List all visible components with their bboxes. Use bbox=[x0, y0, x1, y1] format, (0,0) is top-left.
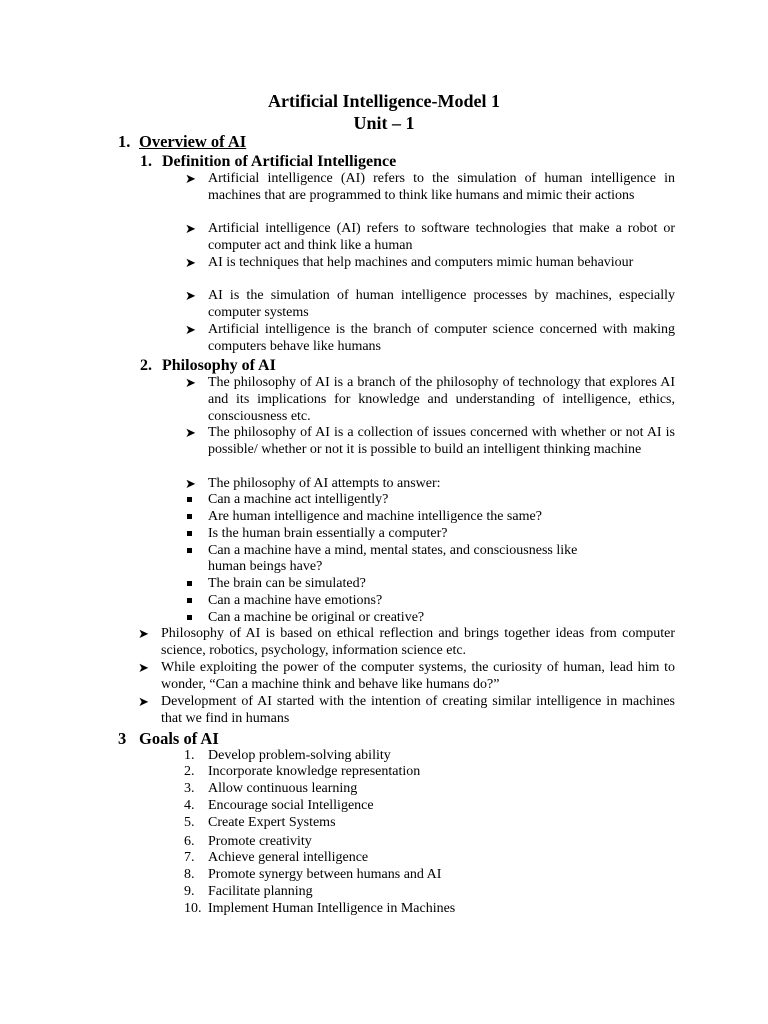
goal-item: 4. Encourage social Intelligence bbox=[184, 798, 374, 813]
arrow-bullet-icon: ➤ bbox=[185, 221, 196, 236]
subsection-number: 2. bbox=[140, 357, 152, 374]
goal-item: 2. Incorporate knowledge representation bbox=[184, 764, 421, 779]
section-number: 3 bbox=[118, 729, 127, 748]
square-bullet-icon bbox=[187, 548, 192, 553]
list-item: ➤ AI is techniques that help machines and computers mimic human behaviour bbox=[185, 255, 634, 270]
question-item: Can a machine act intelligently? bbox=[208, 492, 675, 509]
question-item: The brain can be simulated? bbox=[208, 576, 675, 593]
question-item: Can a machine have a mind, mental states, and consciousness like bbox=[208, 543, 675, 560]
square-bullet-icon bbox=[187, 581, 192, 586]
arrow-bullet-icon: ➤ bbox=[185, 476, 196, 491]
list-item: ➤ Artificial intelligence is the branch of computer science concerned with making computers behave like humans bbox=[185, 322, 675, 354]
square-bullet-icon bbox=[187, 598, 192, 603]
list-item: ➤ Artificial intelligence (AI) refers to software technologies that make a robot or computer act and think like a human bbox=[185, 221, 675, 253]
arrow-bullet-icon: ➤ bbox=[185, 171, 196, 186]
list-item: ➤ The philosophy of AI attempts to answer: bbox=[185, 476, 441, 491]
goal-item: 8. Promote synergy between humans and AI bbox=[184, 867, 442, 882]
list-item: ➤ Philosophy of AI is based on ethical reflection and brings together ideas from computer science, robotics, psychology, information science etc. bbox=[138, 626, 675, 658]
arrow-bullet-icon: ➤ bbox=[138, 660, 149, 675]
arrow-bullet-icon: ➤ bbox=[185, 425, 196, 440]
unit-title: Unit – 1 bbox=[353, 113, 415, 133]
section-title: Goals of AI bbox=[139, 729, 219, 748]
arrow-bullet-icon: ➤ bbox=[185, 375, 196, 390]
document-title: Artificial Intelligence-Model 1 bbox=[268, 91, 500, 111]
subsection-title: Definition of Artificial Intelligence bbox=[162, 153, 397, 170]
list-item: ➤ The philosophy of AI is a branch of the philosophy of technology that explores AI and its implications for knowledge and understanding of intelligence, ethics, consciousness etc. bbox=[185, 375, 675, 424]
subsection-heading-philosophy bbox=[140, 356, 276, 376]
section-number: 1. bbox=[118, 132, 131, 151]
arrow-bullet-icon: ➤ bbox=[138, 694, 149, 709]
question-item: Can a machine have emotions? bbox=[208, 593, 675, 610]
list-item: ➤ AI is the simulation of human intelligence processes by machines, especially computer systems bbox=[185, 288, 675, 320]
list-item: ➤ The philosophy of AI is a collection of issues concerned with whether or not AI is possible/ whether or not it is possible to build an intelligent thinking machine bbox=[185, 425, 675, 457]
arrow-bullet-icon: ➤ bbox=[185, 322, 196, 337]
goal-item: 6. Promote creativity bbox=[184, 834, 312, 849]
arrow-bullet-icon: ➤ bbox=[185, 255, 196, 270]
goal-item: 9. Facilitate planning bbox=[184, 884, 313, 899]
square-bullet-icon bbox=[187, 497, 192, 502]
list-item: ➤ Artificial intelligence (AI) refers to the simulation of human intelligence in machines that are programmed to think like humans and mimic their actions bbox=[185, 171, 675, 203]
arrow-bullet-icon: ➤ bbox=[138, 626, 149, 641]
list-item: ➤ Development of AI started with the intention of creating similar intelligence in machines that we find in humans bbox=[138, 694, 675, 726]
subsection-title: Philosophy of AI bbox=[162, 357, 276, 374]
question-item: Is the human brain essentially a computer? bbox=[208, 526, 675, 543]
section-heading-overview bbox=[118, 132, 246, 152]
goal-item: 1. Develop problem-solving ability bbox=[184, 748, 391, 763]
subsection-number: 1. bbox=[140, 153, 152, 170]
goal-item: 3. Allow continuous learning bbox=[184, 781, 358, 796]
section-title: Overview of AI bbox=[139, 132, 247, 151]
arrow-bullet-icon: ➤ bbox=[185, 288, 196, 303]
square-bullet-icon bbox=[187, 514, 192, 519]
list-item: ➤ While exploiting the power of the computer systems, the curiosity of human, lead him to wonder, “Can a machine think and behave like humans do?” bbox=[138, 660, 675, 692]
subsection-heading-definition bbox=[140, 152, 396, 172]
square-bullet-icon bbox=[187, 615, 192, 620]
question-item-continued: human beings have? bbox=[208, 559, 323, 574]
section-heading-goals bbox=[118, 729, 219, 749]
goal-item: 5. Create Expert Systems bbox=[184, 815, 336, 830]
question-item: Can a machine be original or creative? bbox=[208, 610, 675, 627]
goal-item: 7. Achieve general intelligence bbox=[184, 850, 369, 865]
goal-item: 10. Implement Human Intelligence in Machines bbox=[184, 901, 456, 916]
question-item: Are human intelligence and machine intelligence the same? bbox=[208, 509, 675, 526]
square-bullet-icon bbox=[187, 531, 192, 536]
